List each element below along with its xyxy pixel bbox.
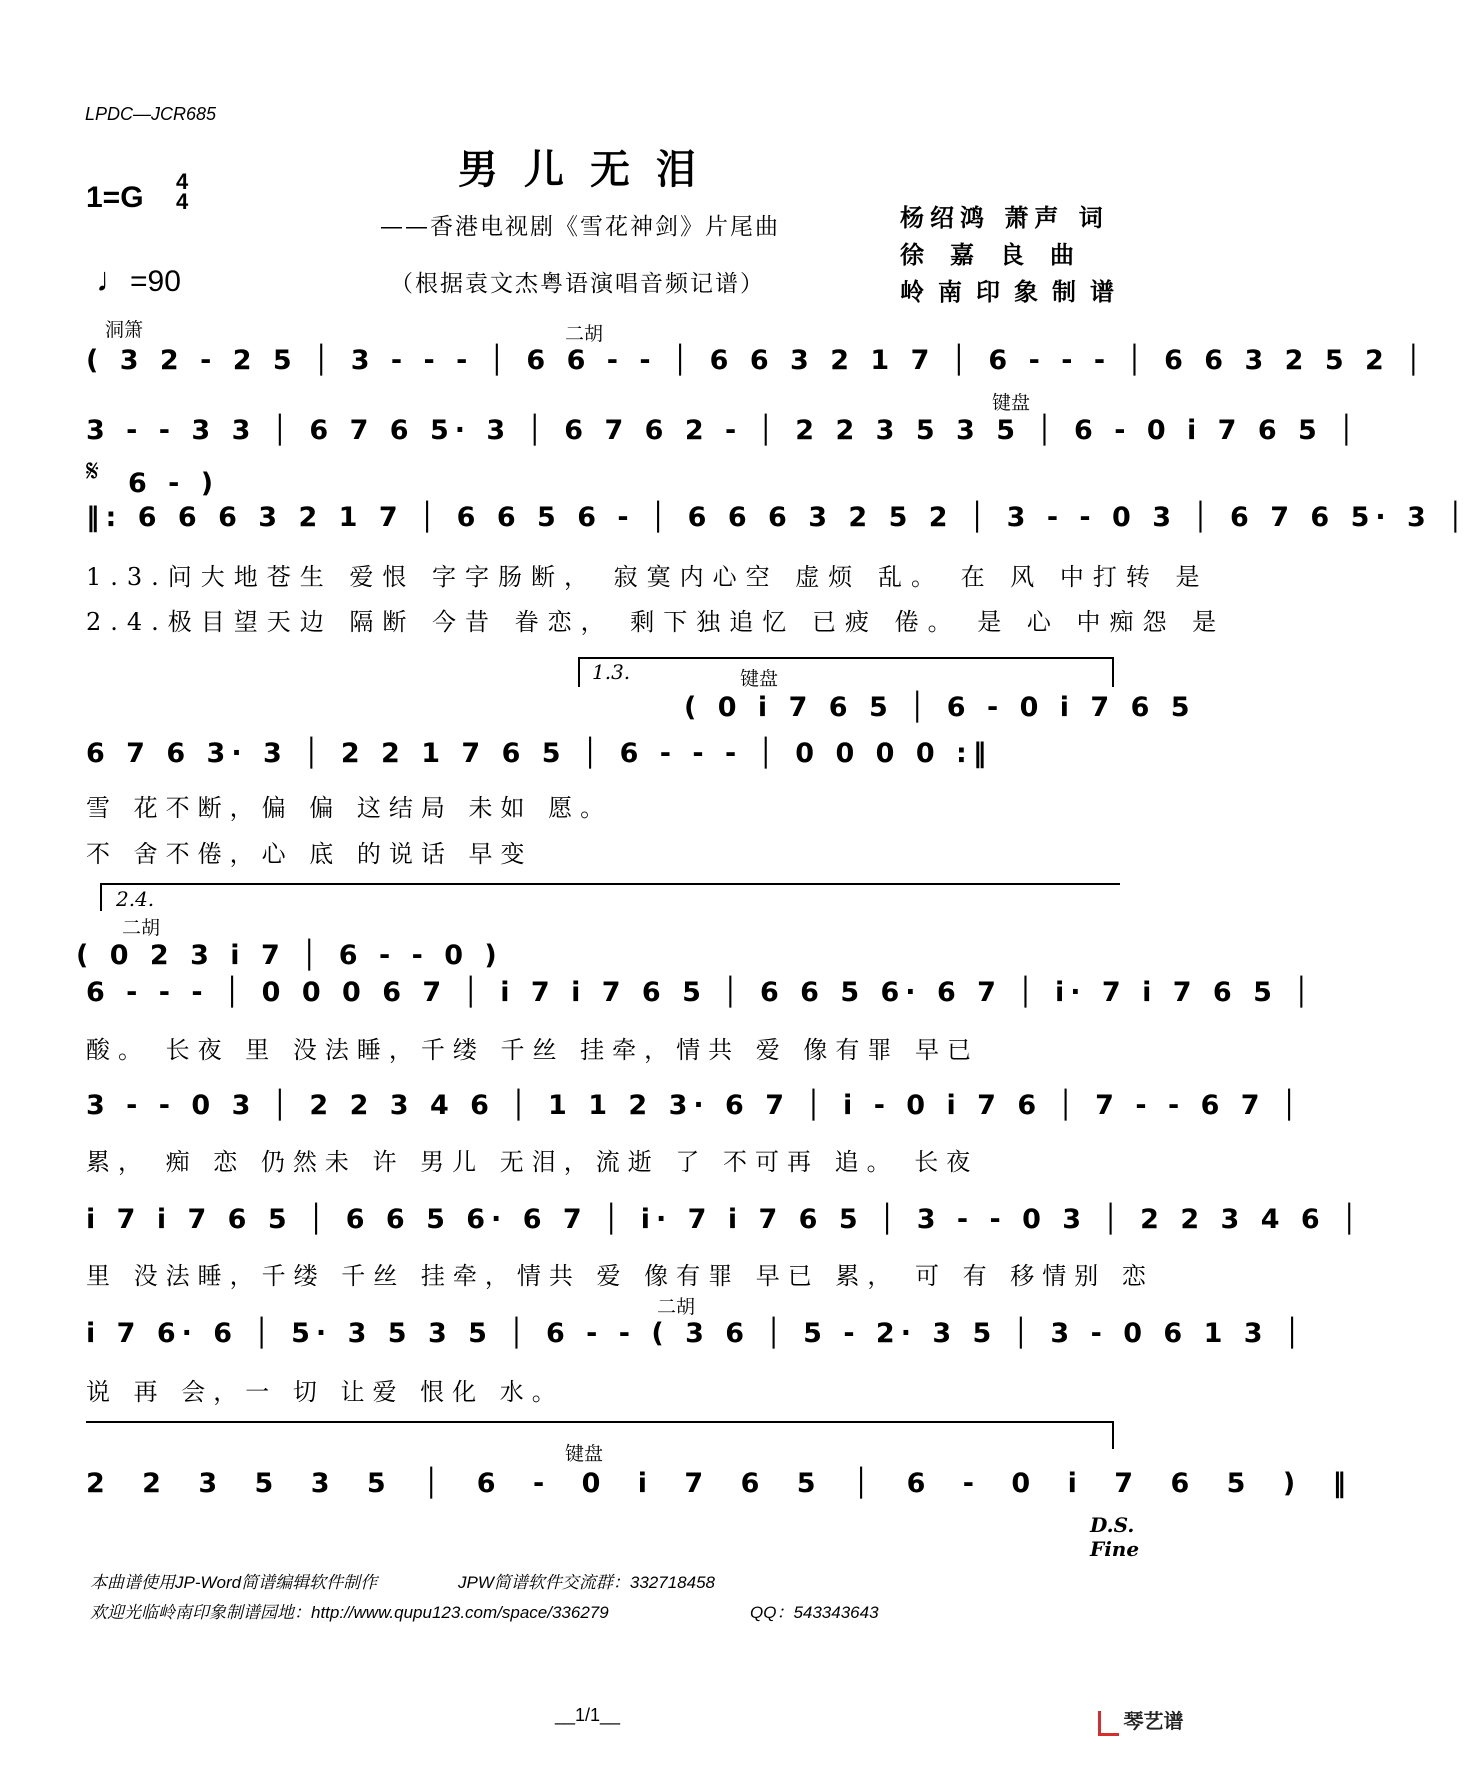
instrument-label-erhu-2: 二胡 — [122, 918, 161, 939]
footer-qq: QQ：543343643 — [750, 1603, 879, 1622]
volta-bracket-1 — [578, 657, 1113, 659]
instrument-label-xiao: 洞箫 — [105, 320, 144, 341]
notation-line-1: ( 3 2 - 2 5 │ 3 - - - │ 6 6 - - │ 6 6 3 2 1 7 │ 6 - - - │ 6 6 3 2 5 2 │ — [86, 345, 1428, 376]
notation-line-4-upper: ( 0 i 7 6 5 │ 6 - 0 i 7 6 5 — [684, 692, 1196, 723]
notation-line-5: 6 - - - │ 0 0 0 6 7 │ i 7 i 7 6 5 │ 6 6 5 6· 6 7 │ i· 7 i 7 6 5 │ — [86, 977, 1316, 1008]
watermark-logo — [1098, 1705, 1183, 1736]
volta-bracket-2 — [100, 883, 1120, 885]
footer-website-link[interactable]: 欢迎光临岭南印象制谱园地：http://www.qupu123.com/space/336279 — [90, 1603, 609, 1622]
page-number: __1/1__ — [555, 1705, 621, 1725]
ds-marking: D.S. — [1090, 1513, 1135, 1537]
volta-label-1: 1.3. — [592, 660, 631, 684]
lyric-line-4-verse1: 雪 花不断，偏 偏 这结局 未如 愿。 — [86, 794, 613, 822]
notation-line-3-pickup: 6 - ) — [128, 468, 220, 499]
lyric-line-6: 累， 痴 恋 仍然未 许 男儿 无泪，流逝 了 不可再 追。 长夜 — [86, 1148, 979, 1176]
composer-credit: 徐嘉良曲 — [900, 240, 1100, 269]
volta-bracket-1-end — [1112, 657, 1114, 687]
notation-line-5-upper: ( 0 2 3 i 7 │ 6 - - 0 ) — [76, 940, 503, 971]
score-subtitle: ——香港电视剧《雪花神剑》片尾曲 — [380, 214, 780, 240]
notation-line-9: 2 2 3 5 3 5 │ 6 - 0 i 7 6 5 │ 6 - 0 i 7 6 5 ) ‖ — [86, 1468, 1361, 1499]
notation-line-6: 3 - - 0 3 │ 2 2 3 4 6 │ 1 1 2 3· 6 7 │ i - 0 i 7 6 │ 7 - - 6 7 │ — [86, 1090, 1304, 1121]
lyric-line-8: 说 再 会，一 切 让爱 恨化 水。 — [86, 1378, 564, 1406]
lyric-line-3-verse2: 2.4.极目望天边 隔断 今昔 眷恋， 剩下独追忆 已疲 倦。 是 心 中痴怨 是 — [86, 608, 1226, 636]
instrument-label-erhu-3: 二胡 — [657, 1297, 696, 1318]
quarter-note-icon: ♩ — [96, 261, 130, 299]
transcriber-credit: 岭南印象制谱 — [900, 277, 1128, 306]
notation-line-7: i 7 i 7 6 5 │ 6 6 5 6· 6 7 │ i· 7 i 7 6 5 │ 3 - - 0 3 │ 2 2 3 4 6 │ — [86, 1204, 1364, 1235]
ending-rule — [86, 1421, 1113, 1423]
time-signature-bottom: 4 — [176, 189, 189, 214]
transcription-note: （根据袁文杰粤语演唱音频记谱） — [390, 271, 765, 297]
time-signature — [176, 169, 189, 214]
segno-sign-icon: 𝄋 — [86, 455, 99, 488]
score-title: 男儿无泪 — [458, 146, 722, 193]
tempo-marking — [96, 261, 181, 300]
key-signature: 1=G — [86, 181, 144, 214]
lyric-line-3-verse1: 1.3.问大地苍生 爱恨 字字肠断， 寂寞内心空 虚烦 乱。 在 风 中打转 是 — [86, 563, 1209, 591]
instrument-label-erhu: 二胡 — [565, 324, 604, 345]
instrument-label-keyboard-3: 键盘 — [565, 1444, 604, 1465]
time-signature-top: 4 — [176, 169, 189, 194]
footer-software-note: 本曲谱使用JP-Word简谱编辑软件制作 — [90, 1573, 378, 1592]
lyricist-credit: 杨绍鸿 萧声 词 — [900, 203, 1109, 232]
fine-marking: Fine — [1090, 1537, 1140, 1561]
lyric-line-7: 里 没法睡，千缕 千丝 挂牵，情共 爱 像有罪 早已 累， 可 有 移情别 恋 — [86, 1262, 1154, 1290]
instrument-label-keyboard-2: 键盘 — [740, 669, 779, 690]
ending-rule-end — [1112, 1421, 1114, 1449]
score-code: LPDC—JCR685 — [85, 104, 217, 124]
watermark-text: 琴艺谱 — [1123, 1711, 1184, 1733]
volta-bracket-1-start — [578, 657, 580, 687]
volta-label-2: 2.4. — [116, 887, 155, 911]
tempo-value: =90 — [130, 265, 181, 298]
volta-bracket-2-start — [100, 883, 102, 911]
notation-line-3: ‖: 6 6 6 3 2 1 7 │ 6 6 5 6 - │ 6 6 6 3 2 5 2 │ 3 - - 0 3 │ 6 7 6 5· 3 │ — [86, 502, 1470, 533]
lyric-line-4-verse2: 不 舍不倦，心 底 的说话 早变 — [86, 840, 533, 868]
footer-group-note: JPW简谱软件交流群：332718458 — [458, 1573, 715, 1592]
notation-line-2: 3 - - 3 3 │ 6 7 6 5· 3 │ 6 7 6 2 - │ 2 2 3 5 3 5 │ 6 - 0 i 7 6 5 │ — [86, 415, 1361, 446]
lyric-line-5: 酸。 长夜 里 没法睡，千缕 千丝 挂牵，情共 爱 像有罪 早已 — [86, 1036, 980, 1064]
instrument-label-keyboard: 键盘 — [992, 393, 1031, 414]
notation-line-8: i 7 6· 6 │ 5· 3 5 3 5 │ 6 - - ( 3 6 │ 5 - 2· 3 5 │ 3 - 0 6 1 3 │ — [86, 1318, 1307, 1349]
watermark-logo-icon — [1098, 1711, 1119, 1736]
notation-line-4: 6 7 6 3· 3 │ 2 2 1 7 6 5 │ 6 - - - │ 0 0 0 0 :‖ — [86, 738, 993, 769]
